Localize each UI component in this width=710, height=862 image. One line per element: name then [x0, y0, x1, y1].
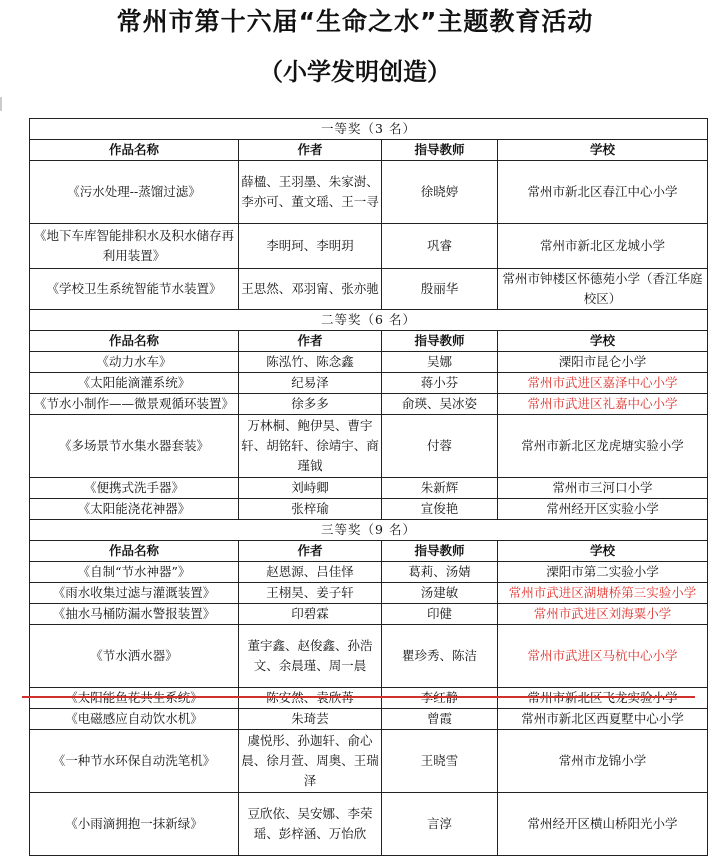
table-row	[30, 352, 708, 373]
table-row	[30, 161, 708, 224]
cell-work: 《污水处理--蒸馏过滤》	[30, 161, 239, 224]
cell-school: 常州市新北区龙虎塘实验小学	[498, 415, 708, 478]
cell-teacher: 俞瑛、吴冰姿	[382, 394, 498, 415]
cell-teacher: 言淳	[382, 793, 498, 856]
cell-teacher	[382, 688, 498, 709]
header-teacher: 指导教师	[382, 541, 498, 562]
cell-school: 常州经开区横山桥阳光小学	[498, 793, 708, 856]
header-work: 作品名称	[30, 331, 239, 352]
cell-author: 董宇鑫、赵俊鑫、孙浩文、余晨瑾、周一晨	[239, 625, 382, 688]
header-author: 作者	[239, 541, 382, 562]
cell-work: 《节水小制作——微景观循环装置》	[30, 394, 239, 415]
cell-author: 徐多多	[239, 394, 382, 415]
cell-author: 李明珂、李明玥	[239, 224, 382, 269]
cell-work: 《一种节水环保自动洗笔机》	[30, 730, 239, 793]
cell-school: 常州市武进区刘海粟小学	[498, 604, 708, 625]
cell-work: 《太阳能滴灌系统》	[30, 373, 239, 394]
cell-author	[239, 688, 382, 709]
cell-work: 《太阳能浇花神器》	[30, 499, 239, 520]
cell-school: 常州经开区实验小学	[498, 499, 708, 520]
cell-teacher: 曾霞	[382, 709, 498, 730]
cell-teacher: 汤建敏	[382, 583, 498, 604]
cell-teacher: 瞿珍秀、陈洁	[382, 625, 498, 688]
table-row	[30, 269, 708, 310]
table-row	[30, 583, 708, 604]
cell-school: 常州市新北区春江中心小学	[498, 161, 708, 224]
table-row	[30, 562, 708, 583]
cell-author: 豆欣依、吴安娜、李荣瑶、彭梓涵、万怡欣	[239, 793, 382, 856]
cell-work: 《自制“节水神器”》	[30, 562, 239, 583]
table-row	[30, 604, 708, 625]
header-author: 作者	[239, 140, 382, 161]
cell-author: 印碧霖	[239, 604, 382, 625]
cell-teacher: 葛莉、汤婧	[382, 562, 498, 583]
cell-school: 常州市三河口小学	[498, 478, 708, 499]
cell-work: 《抽水马桶防漏水警报装置》	[30, 604, 239, 625]
margin-mark	[0, 97, 2, 111]
cell-work: 《便携式洗手器》	[30, 478, 239, 499]
cell-work: 《雨水收集过滤与灌溉装置》	[30, 583, 239, 604]
header-work: 作品名称	[30, 140, 239, 161]
table-row	[30, 709, 708, 730]
cell-work: 《多场景节水集水器套装》	[30, 415, 239, 478]
table-row	[30, 394, 708, 415]
cell-teacher: 朱新辉	[382, 478, 498, 499]
cell-author: 刘峙卿	[239, 478, 382, 499]
section-label: 三等奖（9 名）	[30, 520, 708, 541]
cell-school	[498, 688, 708, 709]
cell-work: 《学校卫生系统智能节水装置》	[30, 269, 239, 310]
cell-work: 《节水洒水器》	[30, 625, 239, 688]
cell-author: 朱琦芸	[239, 709, 382, 730]
cell-school: 常州市武进区礼嘉中心小学	[498, 394, 708, 415]
cell-work: 《地下车库智能排积水及积水储存再利用装置》	[30, 224, 239, 269]
cell-author: 纪易泽	[239, 373, 382, 394]
cell-author: 陈泓竹、陈念鑫	[239, 352, 382, 373]
table-row	[30, 793, 708, 856]
cell-author: 王思然、邓羽甯、张亦驰	[239, 269, 382, 310]
cell-author: 王栩昊、姜子轩	[239, 583, 382, 604]
cell-school: 常州市新北区西夏墅中心小学	[498, 709, 708, 730]
cell-author: 薛楹、王羽墨、朱家澍、李亦可、董文瑶、王一寻	[239, 161, 382, 224]
cell-teacher: 宣俊艳	[382, 499, 498, 520]
cell-school: 溧阳市昆仑小学	[498, 352, 708, 373]
cell-teacher: 王晓雪	[382, 730, 498, 793]
cell-author: 万林桐、鲍伊昊、曹宇轩、胡铭轩、徐靖宇、商瑾钺	[239, 415, 382, 478]
header-school: 学校	[498, 140, 708, 161]
cell-work: 《小雨滴拥抱一抹新绿》	[30, 793, 239, 856]
cell-teacher: 付蓉	[382, 415, 498, 478]
cell-school: 常州市钟楼区怀德苑小学（香江华庭校区）	[498, 269, 708, 310]
table-row	[30, 478, 708, 499]
table-row	[30, 625, 708, 688]
header-school: 学校	[498, 331, 708, 352]
cell-school: 常州市龙锦小学	[498, 730, 708, 793]
header-work: 作品名称	[30, 541, 239, 562]
red-underline	[22, 696, 695, 698]
table-row	[30, 415, 708, 478]
header-author: 作者	[239, 331, 382, 352]
table-row	[30, 730, 708, 793]
cell-teacher: 殷丽华	[382, 269, 498, 310]
table-row	[30, 224, 708, 269]
cell-school: 溧阳市第二实验小学	[498, 562, 708, 583]
cell-author: 赵恩源、吕佳怿	[239, 562, 382, 583]
section-label: 一等奖（3 名）	[30, 119, 708, 140]
awards-table	[29, 118, 708, 856]
cell-school: 常州市武进区嘉泽中心小学	[498, 373, 708, 394]
table-row	[30, 373, 708, 394]
cell-school: 常州市新北区龙城小学	[498, 224, 708, 269]
table-row	[30, 688, 708, 709]
header-teacher: 指导教师	[382, 140, 498, 161]
cell-school: 常州市武进区湖塘桥第三实验小学	[498, 583, 708, 604]
cell-teacher: 吴娜	[382, 352, 498, 373]
cell-author: 虞悦彤、孙迦轩、俞心晨、徐月萱、周奥、王瑞泽	[239, 730, 382, 793]
cell-school: 常州市武进区马杭中心小学	[498, 625, 708, 688]
cell-work: 《电磁感应自动饮水机》	[30, 709, 239, 730]
header-teacher: 指导教师	[382, 331, 498, 352]
page-title: 常州市第十六届“生命之水”主题教育活动	[116, 7, 594, 36]
page-subtitle: （小学发明创造）	[259, 58, 451, 86]
cell-work	[30, 688, 239, 709]
table-row	[30, 499, 708, 520]
cell-teacher: 蒋小芬	[382, 373, 498, 394]
cell-teacher: 徐晓婷	[382, 161, 498, 224]
header-school: 学校	[498, 541, 708, 562]
cell-teacher: 巩睿	[382, 224, 498, 269]
cell-author: 张梓瑜	[239, 499, 382, 520]
section-label: 二等奖（6 名）	[30, 310, 708, 331]
cell-work: 《动力水车》	[30, 352, 239, 373]
cell-teacher: 印健	[382, 604, 498, 625]
